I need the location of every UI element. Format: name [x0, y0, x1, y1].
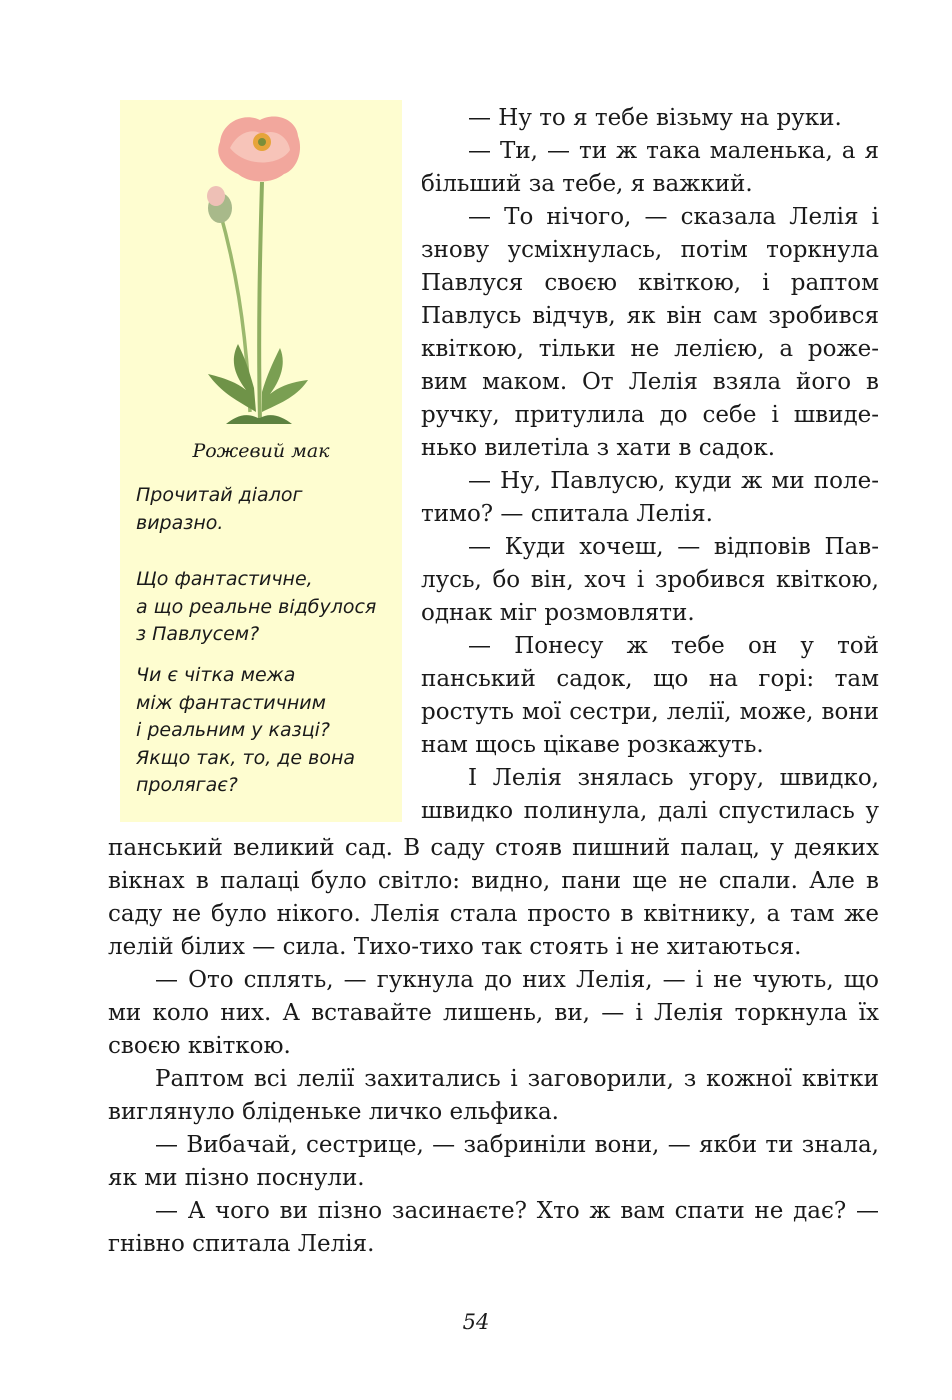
paragraph: — А чого ви пізно засинаєте? Хто ж вам спати не дає? — гнівно спитала Лелія. — [108, 1198, 879, 1257]
paragraph: — Понесу ж тебе он у той панський садок, що на горі: там ростуть мої сестри, лелії, може, вони нам щось цікаве розкажуть. — [421, 633, 879, 758]
sidebar-box — [120, 100, 402, 822]
story-text-wide-column — [108, 832, 879, 1261]
paragraph: панський великий сад. В саду стояв пишний палац, у деяких вікнах в палаці було світло: видно, пани ще не спали. Але в саду не було нікого. Лелія стала просто в квітнику, а там же лелій білих — сила. Тихо-тихо так стоять і не хитаються. — [108, 835, 879, 960]
paragraph: — Вибачай, сестрице, — забриніли вони, — якби ти знала, як ми пізно поснули. — [108, 1132, 879, 1191]
question-1: Прочитай діалог виразно. — [136, 484, 303, 534]
question-3: Чи є чітка межа між фантастичним і реальним у казці? Якщо так, то, де вона пролягає? — [136, 664, 356, 796]
page-number: 54 — [462, 1310, 490, 1334]
paragraph: — Ти, — ти ж така маленька, а я більший за тебе, я важкий. — [421, 138, 879, 197]
paragraph: — Ну то я тебе візьму на руки. — [468, 105, 842, 131]
story-text-narrow-column — [421, 102, 879, 828]
paragraph: — Ото сплять, — гукнула до них Лелія, — і не чують, що ми коло них. А вставайте лишень, ви, — і Лелія торкнула їх своєю квіткою. — [108, 967, 879, 1059]
paragraph: — Ну, Павлусю, куди ж ми полетимо? — спитала Лелія. — [421, 468, 879, 527]
paragraph: Раптом всі лелії захитались і заговорили, з кожної квітки виглянуло бліденьке личко ельфика. — [108, 1066, 879, 1125]
paragraph: — Куди хочеш, — відповів Павлусь, бо він, хоч і зробився квіткою, однак міг розмовляти. — [421, 534, 879, 626]
image-caption: Рожевий мак — [192, 440, 330, 462]
pink-poppy-illustration — [200, 112, 324, 430]
paragraph: — То нічого, — сказала Лелія і знову усміхнулась, потім торкнула Павлуся своєю квіткою, і раптом Павлусь відчув, як він сам зробився квіткою, тільки не лелією, а рожевим маком. От Лелія взяла його в ручку, притулила до себе і швиденько вилетіла з хати в садок. — [421, 204, 879, 461]
paragraph: І Лелія знялась угору, швидко, швидко полинула, далі спустилась у — [421, 765, 879, 824]
question-2: Що фантастичне, а що реальне відбулося з Павлусем? — [136, 568, 377, 645]
